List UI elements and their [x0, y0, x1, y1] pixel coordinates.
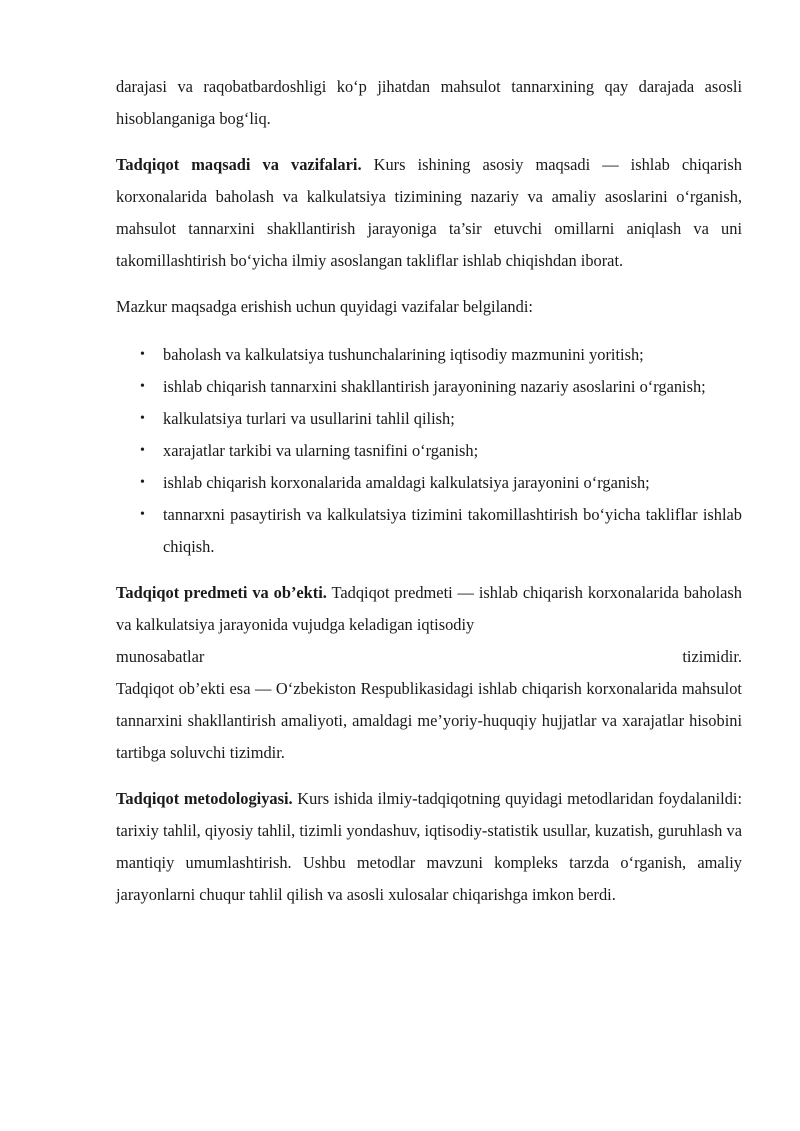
list-item: • tannarxni pasaytirish va kalkulatsiya tizimini takomillashtirish bo‘yicha takliflar ishlab chiqish.: [116, 499, 742, 563]
list-item: • xarajatlar tarkibi va ularning tasnifini o‘rganish;: [116, 435, 742, 467]
list-item: • ishlab chiqarish korxonalarida amaldagi kalkulatsiya jarayonini o‘rganish;: [116, 467, 742, 499]
purpose-heading: Tadqiqot maqsadi va vazifalari.: [116, 155, 362, 174]
bullet-icon: •: [140, 411, 145, 426]
intro-paragraph: [116, 71, 742, 135]
object-paragraph: [116, 673, 742, 769]
subject-split-line: [116, 641, 742, 673]
bullet-icon: •: [140, 507, 145, 522]
list-item: • baholash va kalkulatsiya tushunchalarining iqtisodiy mazmunini yoritish;: [116, 339, 742, 371]
list-item: • ishlab chiqarish tannarxini shakllantirish jarayonining nazariy asoslarini o‘rganish;: [116, 371, 742, 403]
subject-heading: Tadqiqot predmeti va ob’ekti.: [116, 583, 327, 602]
methodology-paragraph: [116, 783, 742, 911]
object-text: Tadqiqot ob’ekti esa — O‘zbekiston Respublikasidagi ishlab chiqarish korxonalarida mahsulot tannarxini shakllantirish amaliyoti, amaldagi me’yoriy-huquqiy hujjatlar va xarajatlar hisobini tartibga soluvchi tizimdir.: [116, 679, 742, 762]
intro-text: darajasi va raqobatbardoshligi ko‘p jihatdan mahsulot tannarxining qay darajada asosli hisoblanganiga bog‘liq.: [116, 77, 742, 128]
document-page: [116, 71, 742, 911]
tasks-intro: Mazkur maqsadga erishish uchun quyidagi vazifalar belgilandi:: [116, 297, 533, 316]
subject-split-left: munosabatlar: [116, 647, 205, 666]
bullet-icon: •: [140, 347, 145, 362]
purpose-paragraph: [116, 149, 742, 277]
methodology-heading: Tadqiqot metodologiyasi.: [116, 789, 293, 808]
bullet-icon: •: [140, 379, 145, 394]
bullet-icon: •: [140, 443, 145, 458]
bullet-icon: •: [140, 475, 145, 490]
tasks-list: [116, 339, 742, 563]
purpose-text: Kurs ishining asosiy maqsadi — ishlab chiqarish korxonalarida baholash va kalkulatsiya tizimining nazariy va amaliy asoslarini o‘rganish, mahsulot tannarxini shakllantirish jarayoniga ta’sir etuvchi omillarni aniqlash va uni takomillashtirish bo‘yicha ilmiy asoslangan takliflar ishlab chiqishdan iborat.: [116, 155, 742, 270]
subject-text: Tadqiqot predmeti — ishlab chiqarish korxonalarida baholash va kalkulatsiya jarayonida vujudga keladigan iqtisodiy: [116, 583, 742, 634]
methodology-text: Kurs ishida ilmiy-tadqiqotning quyidagi metodlaridan foydalanildi: tarixiy tahlil, qiyosiy tahlil, tizimli yondashuv, iqtisodiy-statistik usullar, kuzatish, guruhlash va mantiqiy umumlashtirish. Ushbu metodlar mavzuni kompleks tarzda o‘rganish, amaliy jarayonlarni chuqur tahlil qilish va asosli xulosalar chiqarishga imkon berdi.: [116, 789, 742, 904]
subject-paragraph: [116, 577, 742, 641]
list-item: • kalkulatsiya turlari va usullarini tahlil qilish;: [116, 403, 742, 435]
subject-split-right: tizimidir.: [682, 647, 742, 666]
